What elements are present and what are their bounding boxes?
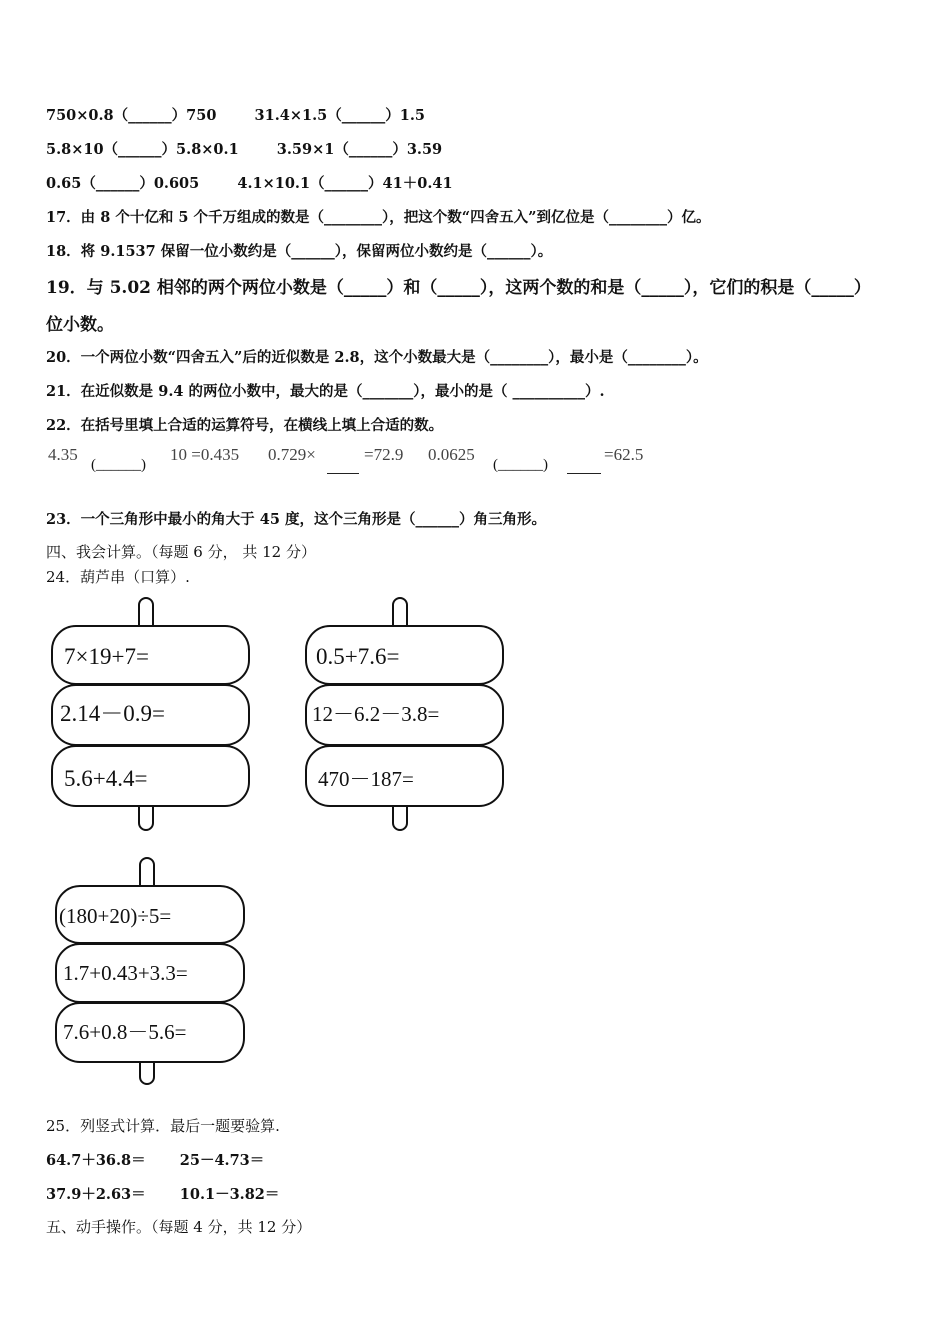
question-19-line-1: 19．与 5.02 相邻的两个两位小数是（_____）和（_____），这两个数的和是（_____），它们的积是（_____） [46,278,871,298]
gourd-1 [48,596,258,832]
gourd-3 [52,856,252,1086]
q22-expr-b: 10 =0.435 [170,445,240,464]
compare-expr: 3.59×1（______）3.59 [276,141,443,158]
question-22-title: 22．在括号里填上合适的运算符号，在横线上填上合适的数。 [46,417,444,434]
q22-expr-f: =62.5 [604,445,644,464]
section-4-title: 四、我会计算。（每题 6 分， 共 12 分） [46,543,316,561]
q25-row-2 [46,1183,279,1204]
question-18: 18．将 9.1537 保留一位小数约是（______），保留两位小数约是（______）。 [46,243,553,260]
compare-row-2 [46,138,442,159]
q22-paren-1: (______) [91,457,146,473]
compare-row-1 [46,104,425,125]
question-25-title: 25．列竖式计算．最后一题要验算. [46,1117,280,1135]
q22-num-e: 0.0625 [428,445,475,464]
q22-num-c: 0.729× [268,445,316,464]
q25-expr: 10.1－3.82＝ [179,1186,280,1203]
gourd-expr: 7.6+0.8－5.6= [63,1020,187,1044]
gourd-2 [302,596,512,832]
question-20: 20．一个两位小数“四舍五入”后的近似数是 2.8，这个小数最大是（________），最小是（________）。 [46,349,708,366]
question-23: 23．一个三角形中最小的角大于 45 度，这个三角形是（______）角三角形。 [46,511,546,528]
compare-expr: 4.1×10.1（______）41＋0.41 [237,175,453,192]
compare-expr: 0.65（______）0.605 [46,175,200,192]
q22-num-a: 4.35 [48,445,78,464]
q25-row-1 [46,1149,264,1170]
question-24-title: 24．葫芦串（口算）. [46,568,190,586]
question-17: 17．由 8 个十亿和 5 个千万组成的数是（________），把这个数“四舍五入”到亿位是（________）亿。 [46,209,711,226]
compare-expr: 5.8×10（______）5.8×0.1 [46,141,239,158]
compare-expr: 31.4×1.5（______）1.5 [254,107,425,124]
gourd-expr: (180+20)÷5= [59,904,172,928]
q22-paren-2: (______) [493,457,548,473]
compare-expr: 750×0.8（______）750 [46,107,217,124]
gourd-expr: 0.5+7.6= [316,644,400,669]
gourd-expr: 2.14－0.9= [60,701,165,726]
q22-blank-1 [327,459,359,479]
question-19-line-2: 位小数。 [46,315,114,335]
compare-row-3 [46,172,453,193]
question-21: 21．在近似数是 9.4 的两位小数中，最大的是（_______），最小的是（ __________）. [46,383,605,400]
q25-expr: 25－4.73＝ [179,1152,265,1169]
gourd-expr: 5.6+4.4= [64,766,148,791]
q22-blank-2 [567,459,601,479]
gourd-expr: 7×19+7= [64,644,149,669]
q25-expr: 64.7＋36.8＝ [46,1152,146,1169]
q22-expr-d: =72.9 [364,445,404,464]
gourd-expr: 470－187= [318,767,414,791]
gourd-expr: 12－6.2－3.8= [312,702,440,726]
gourd-expr: 1.7+0.43+3.3= [63,961,188,985]
section-5-title: 五、动手操作。（每题 4 分，共 12 分） [46,1218,312,1236]
q25-expr: 37.9＋2.63＝ [46,1186,146,1203]
